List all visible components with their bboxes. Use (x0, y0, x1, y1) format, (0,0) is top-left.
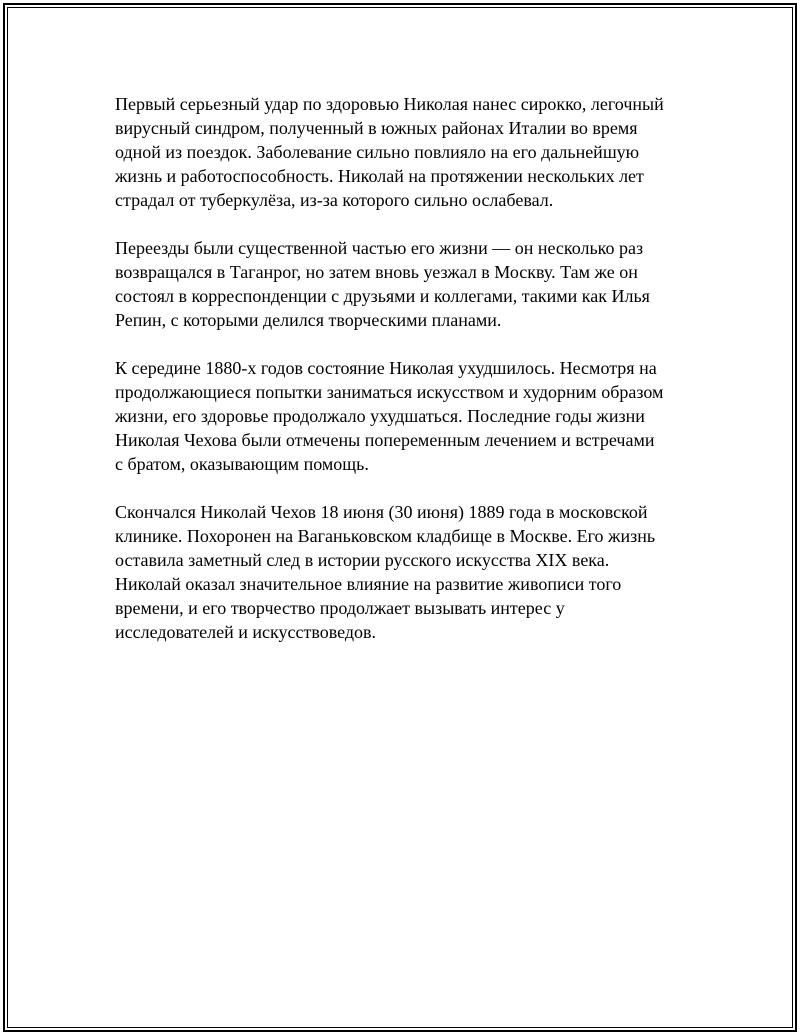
paragraph-moves (115, 236, 695, 332)
text-line: оставила заметный след в истории русского искусства XIX века. (115, 550, 610, 570)
text-line: клинике. Похоронен на Ваганьковском кладбище в Москве. Его жизнь (115, 526, 656, 546)
text-line: Скончался Николай Чехов 18 июня (30 июня) 1889 года в московской (115, 502, 648, 522)
text-line: Репин, с которыми делился творческими планами. (115, 310, 502, 330)
text-line: состоял в корреспонденции с друзьями и коллегами, такими как Илья (115, 286, 650, 306)
document-body (115, 92, 695, 668)
text-line: Николай оказал значительное влияние на развитие живописи того (115, 574, 622, 594)
paragraph-decline (115, 356, 695, 476)
text-line: Первый серьезный удар по здоровью Николая нанес сирокко, легочный (115, 94, 664, 114)
text-line: исследователей и искусствоведов. (115, 622, 377, 642)
paragraph-death (115, 500, 695, 644)
text-line: вирусный синдром, полученный в южных районах Италии во время (115, 118, 638, 138)
text-line: страдал от туберкулёза, из-за которого сильно ослабевал. (115, 190, 554, 210)
paragraph-health (115, 92, 695, 212)
text-line: К середине 1880-х годов состояние Николая ухудшилось. Несмотря на (115, 358, 657, 378)
text-line: жизни, его здоровье продолжало ухудшаться. Последние годы жизни (115, 406, 645, 426)
text-line: времени, и его творчество продолжает вызывать интерес у (115, 598, 565, 618)
text-line: одной из поездок. Заболевание сильно повлияло на его дальнейшую (115, 142, 640, 162)
text-line: Николая Чехова были отмечены попеременным лечением и встречами (115, 430, 655, 450)
text-line: жизнь и работоспособность. Николай на протяжении нескольких лет (115, 166, 644, 186)
text-line: продолжающиеся попытки заниматься искусством и худорним образом (115, 382, 664, 402)
text-line: возвращался в Таганрог, но затем вновь уезжал в Москву. Там же он (115, 262, 638, 282)
text-line: с братом, оказывающим помощь. (115, 454, 369, 474)
text-line: Переезды были существенной частью его жизни — он несколько раз (115, 238, 644, 258)
